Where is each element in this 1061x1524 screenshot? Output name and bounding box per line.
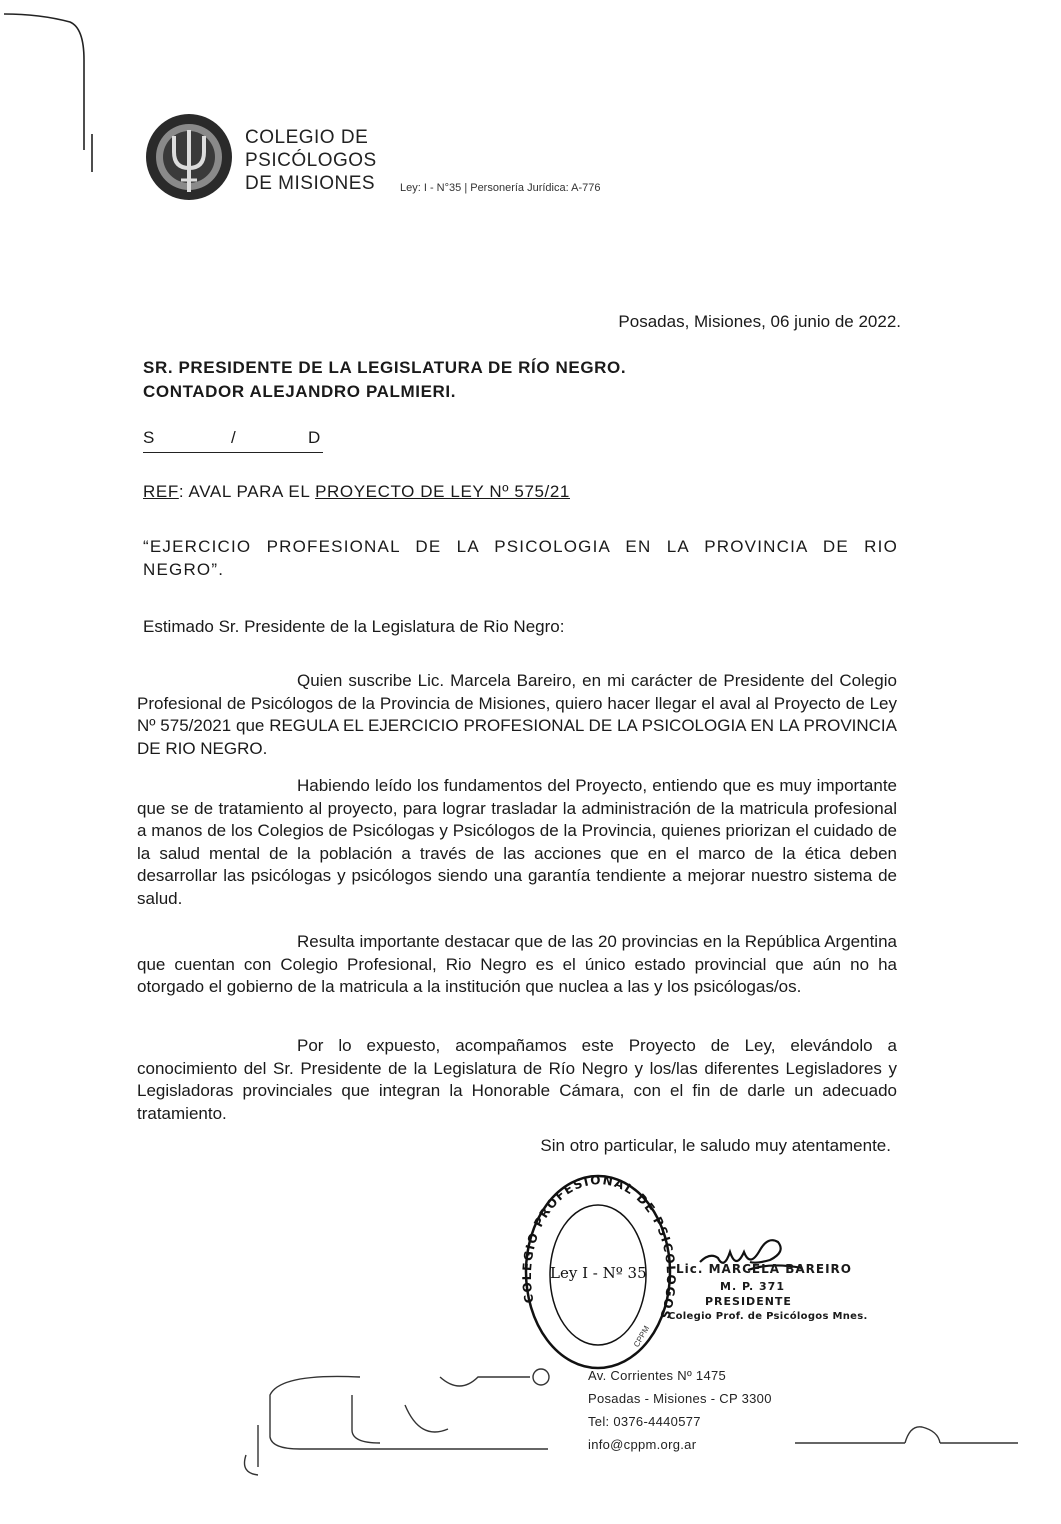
closing: Sin otro particular, le saludo muy atentamente. [540, 1136, 891, 1155]
org-name-line3: DE MISIONES [245, 173, 376, 194]
sd-s: S [143, 428, 155, 447]
paragraph-3: Resulta importante destacar que de las 20 provincias en la República Argentina que cuentan con Colegio Profesional, Rio Negro es el único estado provincial que aún no ha otorgado el gobierno de la matricula a la institución que nuclea a las y los psicólogas/os. [137, 932, 897, 996]
project-title: “EJERCICIO PROFESIONAL DE LA PSICOLOGIA EN LA PROVINCIA DE RIO NEGRO”. [143, 537, 898, 579]
ref-project: PROYECTO DE LEY Nº 575/21 [315, 482, 570, 501]
signatory-org: Colegio Prof. de Psicólogos Mnes. [668, 1311, 868, 1322]
signatory-mp: M. P. 371 [720, 1280, 785, 1293]
footer-city: Posadas - Misiones - CP 3300 [588, 1391, 772, 1406]
seal-center-text: Ley I - Nº 35 [550, 1264, 647, 1282]
signatory-role: PRESIDENTE [705, 1295, 792, 1308]
sd-d: D [308, 428, 321, 447]
seal-ring-text: COLEGIO PROFESIONAL DE PSICOLOGOS [519, 1173, 678, 1322]
official-seal [518, 1172, 678, 1372]
paragraph-2: Habiendo leído los fundamentos del Proyecto, entiendo que es muy importante que se de tratamiento al proyecto, para lograr trasladar la administración de la matricula profesional a manos de los Colegios de Psicólogas y Psicólogos de la Provincia, quienes priorizan el cuidado de la salud mental de la población a través de las acciones que en el marco de la ética deben desarrollar las psicólogas y psicólogos siendo una garantía tendiente a mejorar nuestro sistema de salud. [137, 776, 897, 908]
letter-date: Posadas, Misiones, 06 junio de 2022. [618, 312, 901, 331]
org-name-line2: PSICÓLOGOS [245, 150, 377, 171]
scan-mark-top-left [0, 0, 120, 200]
paragraph-1: Quien suscribe Lic. Marcela Bareiro, en mi carácter de Presidente del Colegio Profesional de Psicólogos de la Provincia de Misiones, quiero hacer llegar el aval al Proyecto de Ley Nº 575/2021 que REGULA EL EJERCICIO PROFESIONAL DE LA PSICOLOGIA EN LA PROVINCIA DE RIO NEGRO. [137, 671, 897, 758]
footer-address: Av. Corrientes Nº 1475 [588, 1368, 727, 1383]
addressee-line1: SR. PRESIDENTE DE LA LEGISLATURA DE RÍO NEGRO. [143, 358, 627, 377]
ref-label: REF [143, 482, 179, 501]
greeting: Estimado Sr. Presidente de la Legislatura de Rio Negro: [143, 617, 565, 636]
sd-slash: / [231, 428, 236, 447]
org-name-line1: COLEGIO DE [245, 127, 369, 148]
paragraph-4: Por lo expuesto, acompañamos este Proyecto de Ley, elevándolo a conocimiento del Sr. Presidente de la Legislatura de Río Negro y los/las diferentes Legisladores y Legisladoras provinciales que integran la Honorable Cámara, con el fin de darle un adecuado tratamiento. [137, 1036, 897, 1123]
college-logo [144, 112, 234, 202]
seal-bottom-text: CPPM [631, 1324, 652, 1349]
footer-email[interactable]: info@cppm.org.ar [588, 1437, 697, 1452]
reference-line [143, 482, 570, 502]
footer-decoration [0, 1355, 1061, 1524]
footer-phone: Tel: 0376-4440577 [588, 1414, 701, 1429]
ref-middle: : AVAL PARA EL [178, 482, 316, 501]
addressee-line2: CONTADOR ALEJANDRO PALMIERI. [143, 382, 457, 401]
legal-registration: Ley: I - N°35 | Personería Jurídica: A-776 [400, 182, 601, 194]
signatory-name: Lic. MARCELA BAREIRO [676, 1262, 852, 1276]
sd-line [143, 428, 323, 453]
